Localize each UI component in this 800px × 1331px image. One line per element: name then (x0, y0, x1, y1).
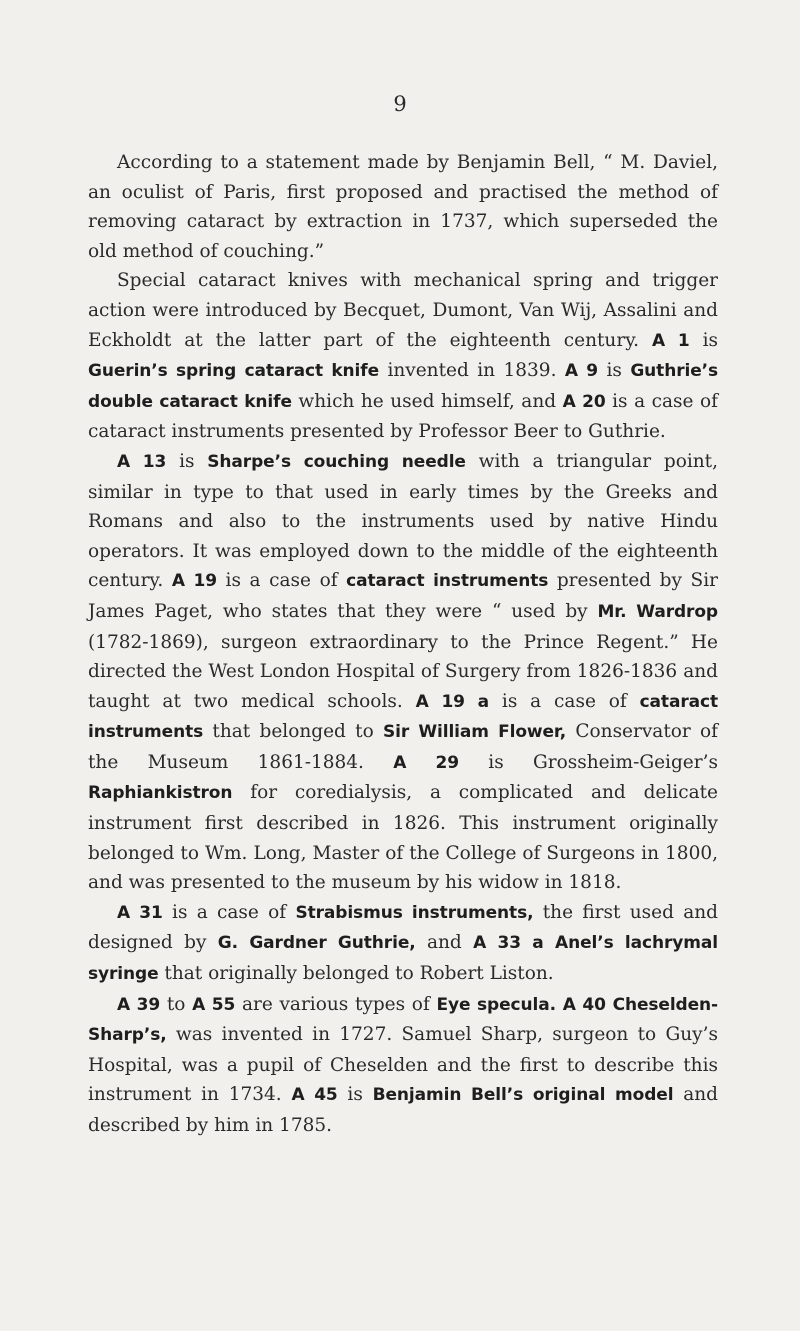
paragraph (88, 990, 718, 1141)
text-run: invented in 1839. (379, 360, 565, 382)
bold-reference: Anel’s lachrymal syringe (88, 933, 718, 985)
text-run: Special cataract knives with mechanical spring and trigger action were introduced by Becquet, Dumont, Van Wij, Assalini and Eckholdt at the latter part of the eighteenth century. (88, 270, 718, 351)
bold-reference: A 19 (171, 571, 217, 592)
bold-reference: A 45 (291, 1085, 338, 1106)
text-run: was invented in 1727. Samuel Sharp, surgeon to Guy’s Hospital, was a pupil of Cheselden and the first to describe this instrument in 1734. (88, 1024, 718, 1106)
bold-reference: A 20 (562, 391, 606, 412)
bold-reference: Guerin’s spring cataract knife (88, 361, 380, 382)
text-run (606, 994, 613, 1015)
bold-reference: Raphiankistron (88, 783, 233, 804)
text-run: to (160, 993, 193, 1015)
bold-reference: A 39 (117, 994, 161, 1015)
text-run: that belonged to (203, 721, 383, 743)
text-run: presented by Sir James Paget, who states that they were “ used by (88, 570, 718, 622)
text-run: (1782-1869), surgeon extraordinary to the Prince Regent.” He directed the West London Hospital of Surgery from 1826-1836 and taught at two medical schools. (88, 631, 718, 712)
bold-reference: Guthrie’s double cataract knife (88, 361, 719, 412)
text-run: is (598, 360, 631, 382)
bold-reference: A 55 (192, 994, 236, 1015)
text-run: which he used himself, and (291, 390, 563, 412)
bold-reference: A 13 (117, 451, 167, 472)
text-run: is a case of (216, 570, 347, 592)
bold-reference: Eye specula. (436, 994, 556, 1015)
text-run: the first used and designed by (88, 901, 718, 954)
bold-reference: A 9 (564, 361, 599, 382)
bold-reference: G. Gardner Guthrie, (217, 933, 416, 954)
bold-reference: Sir William Flower, (382, 722, 567, 743)
text-run: is a case of cataract instruments presented by Professor Beer to Guthrie. (88, 390, 718, 443)
paragraph (88, 266, 718, 447)
text-run: is a case of (162, 901, 296, 923)
bold-reference: Sharpe’s couching needle (207, 451, 466, 472)
bold-reference: Cheselden-Sharp’s, (88, 994, 719, 1046)
bold-reference: cataract instruments (88, 691, 718, 743)
text-run: with a triangular point, similar in type to that used in early times by the Greeks and Romans and also to the instruments used by native Hindu operators. It was employed down to the middle of the eighteenth century. (88, 450, 718, 592)
bold-reference: Benjamin Bell’s original model (372, 1085, 674, 1106)
bold-reference: A 19 a (415, 691, 490, 712)
text-run (544, 932, 555, 953)
text-run: is (337, 1084, 373, 1106)
text-run: is Grossheim-Geiger’s (459, 751, 718, 773)
bold-reference: A 1 (652, 330, 690, 351)
paragraph (88, 447, 718, 898)
text-run: that originally belonged to Robert Liston. (158, 963, 554, 985)
bold-reference: A 33 a (473, 933, 544, 954)
text-run: is (689, 329, 718, 351)
text-run: and (415, 932, 474, 954)
bold-reference: A 40 (562, 994, 606, 1015)
bold-reference: A 29 (393, 752, 459, 773)
text-run: are various types of (235, 993, 437, 1015)
paragraph (88, 898, 718, 990)
text-run: According to a statement made by Benjamin Bell, “ M. Daviel, an oculist of Paris, first proposed and practised the method of removing cataract by extraction in 1737, which superseded the old method of couching.” (88, 152, 718, 262)
text-run (556, 994, 563, 1015)
text-run: is a case of (489, 690, 640, 712)
bold-reference: cataract instruments (346, 571, 549, 592)
bold-reference: Strabismus instruments, (295, 902, 534, 923)
text-run: Conservator of the Museum 1861-1884. (88, 721, 718, 773)
page-number: 9 (393, 92, 407, 116)
text-run: for coredialysis, a complicated and delicate instrument first described in 1826. This instrument originally belonged to Wm. Long, Master of the College of Surgeons in 1800, and was presented to the museum by his widow in 1818. (88, 782, 718, 894)
bold-reference: A 31 (117, 902, 163, 923)
text-run: and described by him in 1785. (88, 1084, 719, 1136)
body-text (88, 148, 718, 1141)
paragraph (88, 148, 718, 266)
bold-reference: Mr. Wardrop (597, 601, 718, 622)
text-run: is (166, 450, 208, 472)
